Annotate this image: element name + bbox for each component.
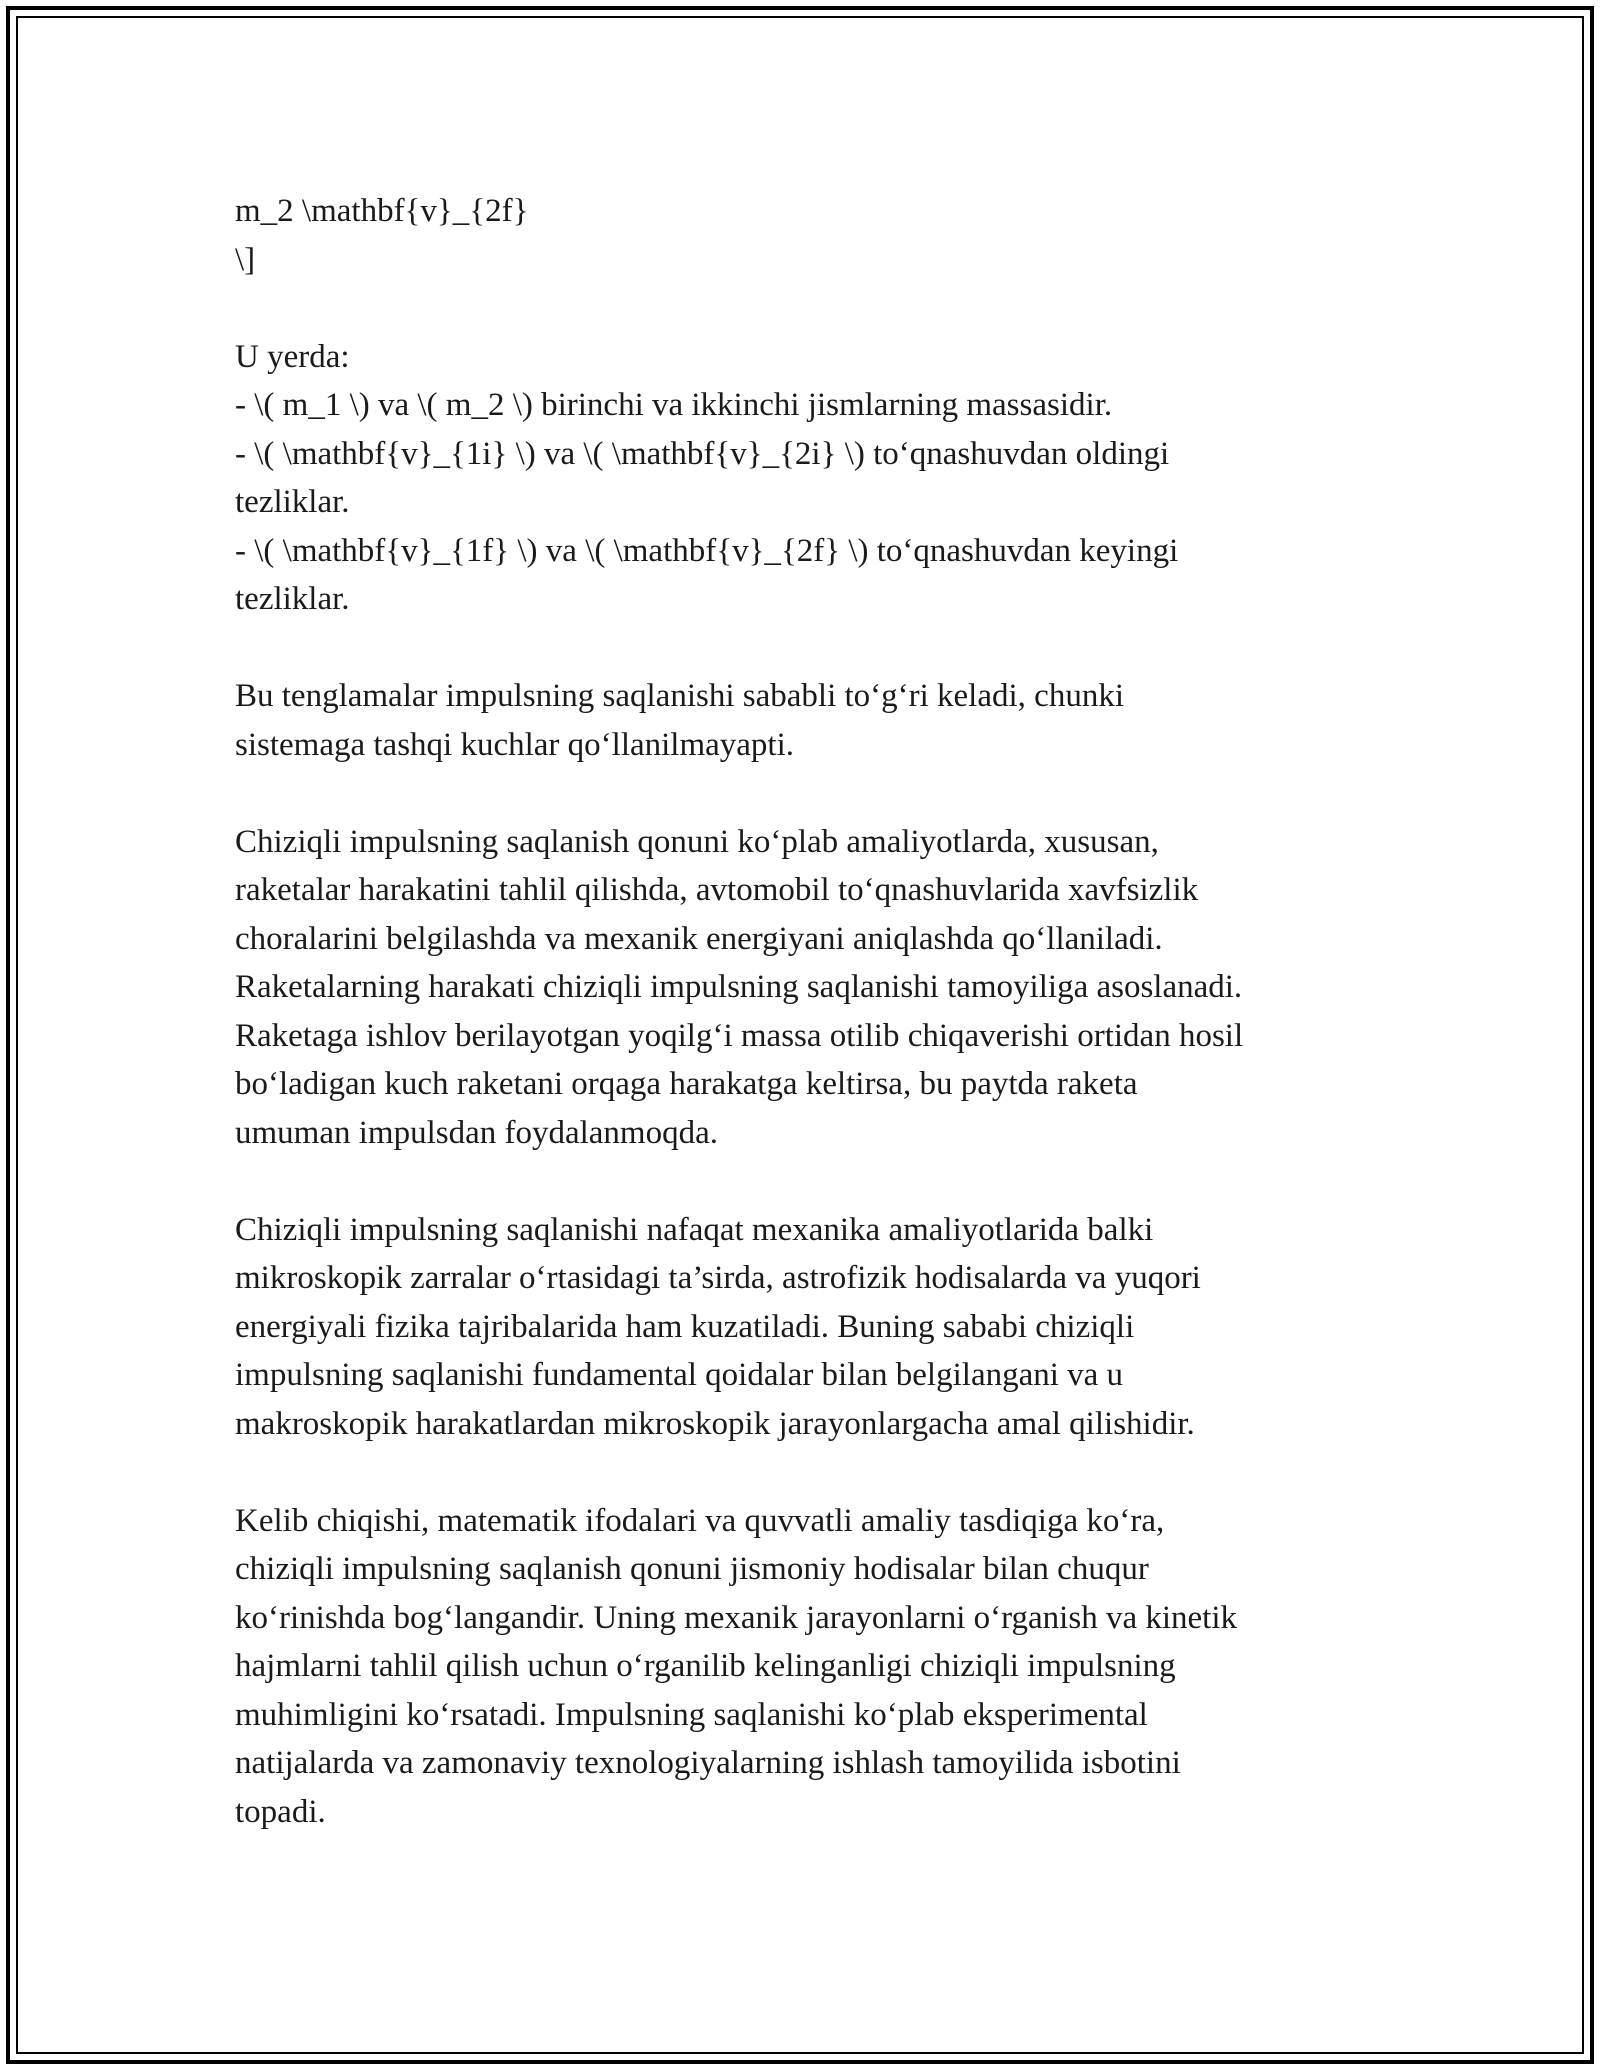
- where-item: - \( \mathbf{v}_{1f} \) va \( \mathbf{v}_{2f} \) to‘qnashuvdan keyingi: [235, 532, 1179, 569]
- text-line: Bu tenglamalar impulsning saqlanishi sababli to‘g‘ri keladi, chunki: [235, 678, 1124, 714]
- text-line: topadi.: [235, 1793, 326, 1830]
- text-line: sistemaga tashqi kuchlar qo‘llanilmayapti.: [235, 726, 795, 763]
- text-line: mikroskopik zarralar o‘rtasidagi ta’sirda, astrofizik hodisalarda va yuqori: [235, 1260, 1201, 1296]
- text-line: natijalarda va zamonaviy texnologiyalarning ishlash tamoyilida isbotini: [235, 1745, 1181, 1781]
- text-line: chiziqli impulsning saqlanish qonuni jismoniy hodisalar bilan chuqur: [235, 1551, 1149, 1587]
- text-line: makroskopik harakatlardan mikroskopik jarayonlargacha amal qilishidir.: [235, 1405, 1195, 1442]
- where-block: [235, 333, 1375, 624]
- text-line: muhimligini ko‘rsatadi. Impulsning saqlanishi ko‘plab eksperimental: [235, 1696, 1148, 1733]
- text-line: Kelib chiqishi, matematik ifodalari va quvvatli amaliy tasdiqiga ko‘ra,: [235, 1502, 1165, 1539]
- equation-line: m_2 \mathbf{v}_{2f}: [235, 193, 529, 229]
- document-body: [235, 187, 1375, 1836]
- text-line: bo‘ladigan kuch raketani orqaga harakatga keltirsa, bu paytda raketa: [235, 1066, 1138, 1102]
- where-item: - \( m_1 \) va \( m_2 \) birinchi va ikkinchi jismlarning massasidir.: [235, 387, 1113, 423]
- paragraph-2: [235, 818, 1375, 1158]
- text-line: Raketaga ishlov berilayotgan yoqilg‘i massa otilib chiqaverishi ortidan hosil: [235, 1017, 1244, 1054]
- text-line: ko‘rinishda bog‘langandir. Uning mexanik jarayonlarni o‘rganish va kinetik: [235, 1599, 1237, 1636]
- text-line: hajmlarni tahlil qilish uchun o‘rganilib kelinganligi chiziqli impulsning: [235, 1648, 1176, 1684]
- text-line: energiyali fizika tajribalarida ham kuzatiladi. Buning sababi chiziqli: [235, 1308, 1135, 1345]
- paragraph-4: [235, 1497, 1375, 1837]
- where-item: - \( \mathbf{v}_{1i} \) va \( \mathbf{v}_{2i} \) to‘qnashuvdan oldingi: [235, 435, 1170, 472]
- text-line: raketalar harakatini tahlil qilishda, avtomobil to‘qnashuvlarida xavfsizlik: [235, 872, 1199, 908]
- where-heading: U yerda:: [235, 338, 350, 375]
- text-line: choralarini belgilashda va mexanik energiyani aniqlashda qo‘llaniladi.: [235, 920, 1163, 957]
- text-line: Chiziqli impulsning saqlanishi nafaqat mexanika amaliyotlarida balki: [235, 1211, 1154, 1248]
- text-line: Chiziqli impulsning saqlanish qonuni ko‘plab amaliyotlarda, xususan,: [235, 823, 1159, 860]
- paragraph-3: [235, 1206, 1375, 1449]
- equation-line: \]: [235, 241, 256, 278]
- where-item-continuation: tezliklar.: [235, 581, 350, 617]
- equation-tail: [235, 187, 1375, 284]
- paragraph-1: [235, 672, 1375, 769]
- text-line: Raketalarning harakati chiziqli impulsning saqlanishi tamoyiliga asoslanadi.: [235, 969, 1243, 1005]
- text-line: umuman impulsdan foydalanmoqda.: [235, 1114, 718, 1151]
- where-item-continuation: tezliklar.: [235, 484, 350, 520]
- text-line: impulsning saqlanishi fundamental qoidalar bilan belgilangani va u: [235, 1357, 1124, 1393]
